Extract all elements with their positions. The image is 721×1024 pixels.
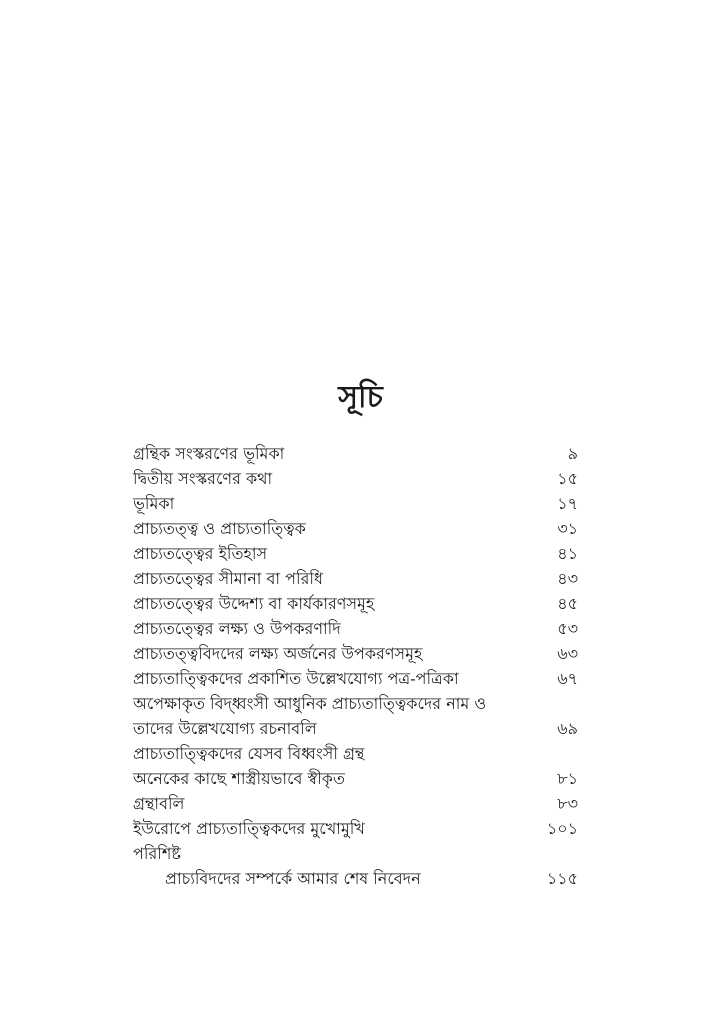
toc-entry-page-number: ৮১ bbox=[557, 769, 578, 788]
toc-entry-label: প্রাচ্যবিদদের সম্পর্কে আমার শেষ নিবেদন bbox=[165, 869, 421, 888]
toc-entry-page-number: ১৭ bbox=[557, 494, 578, 513]
toc-entry-label: গ্রন্থিক সংস্করণের ভূমিকা bbox=[133, 444, 285, 463]
toc-entry-label: প্রাচ্যতত্ত্ব ও প্রাচ্যতাত্ত্বিক bbox=[133, 519, 306, 538]
toc-entry-label: প্রাচ্যতত্ত্বের ইতিহাস bbox=[133, 544, 268, 563]
toc-entry-page-number: ৬৩ bbox=[557, 644, 578, 663]
toc-entry-label: দ্বিতীয় সংস্করণের কথা bbox=[133, 469, 273, 488]
toc-entry-page-number: ৯ bbox=[567, 444, 578, 463]
toc-entry-page-number: ৬৭ bbox=[557, 669, 578, 688]
toc-entry bbox=[133, 666, 578, 691]
toc-entry bbox=[133, 766, 578, 791]
toc-entry-page-number: ৪১ bbox=[557, 544, 578, 563]
toc-entry bbox=[133, 691, 578, 716]
toc-entry-page-number: ১০১ bbox=[546, 819, 578, 838]
toc-entry-label: প্রাচ্যতত্ত্ববিদদের লক্ষ্য অর্জনের উপকরণসমূহ bbox=[133, 644, 423, 663]
toc-entry-label: প্রাচ্যতত্ত্বের উদ্দেশ্য বা কার্যকারণসমূহ bbox=[133, 594, 375, 613]
toc-entry-page-number: ৩১ bbox=[557, 519, 578, 538]
toc-entry-label: ভূমিকা bbox=[133, 494, 175, 513]
toc-entry-label: প্রাচ্যতত্ত্বের সীমানা বা পরিধি bbox=[133, 569, 323, 588]
toc-entry-page-number: ৮৩ bbox=[557, 794, 578, 813]
toc-entry-label: অনেকের কাছে শাস্ত্রীয়ভাবে স্বীকৃত bbox=[133, 769, 346, 788]
toc-entry bbox=[133, 516, 578, 541]
toc-entry-label: অপেক্ষাকৃত বিদ্ধ্বংসী আধুনিক প্রাচ্যতাত্ত্বিকদের নাম ও bbox=[133, 694, 487, 713]
table-of-contents bbox=[133, 441, 578, 891]
toc-entry bbox=[133, 816, 578, 841]
toc-entry-page-number: ৪৩ bbox=[557, 569, 578, 588]
toc-entry bbox=[133, 866, 578, 891]
toc-entry bbox=[133, 716, 578, 741]
toc-entry bbox=[133, 791, 578, 816]
toc-entry-label: প্রাচ্যতাত্ত্বিকদের যেসব বিধ্বংসী গ্রন্থ bbox=[133, 744, 365, 763]
toc-entry-page-number: ১১৫ bbox=[546, 869, 578, 888]
toc-entry-label: তাদের উল্লেখযোগ্য রচনাবলি bbox=[133, 719, 317, 738]
toc-entry bbox=[133, 741, 578, 766]
toc-entry-page-number: ১৫ bbox=[557, 469, 578, 488]
toc-entry-page-number: ৫৩ bbox=[557, 619, 578, 638]
toc-entry bbox=[133, 841, 578, 866]
toc-entry-label: গ্রন্থাবলি bbox=[133, 794, 185, 813]
toc-entry bbox=[133, 491, 578, 516]
toc-entry bbox=[133, 566, 578, 591]
toc-entry bbox=[133, 641, 578, 666]
toc-entry bbox=[133, 466, 578, 491]
toc-entry-label: প্রাচ্যতাত্ত্বিকদের প্রকাশিত উল্লেখযোগ্য পত্র-পত্রিকা bbox=[133, 669, 459, 688]
toc-entry-page-number: ৪৫ bbox=[557, 594, 578, 613]
page-title: সূচি bbox=[338, 380, 383, 415]
toc-entry-label: ইউরোপে প্রাচ্যতাত্ত্বিকদের মুখোমুখি bbox=[133, 819, 365, 838]
toc-entry-label: পরিশিষ্ট bbox=[133, 844, 181, 863]
toc-entry-page-number: ৬৯ bbox=[557, 719, 578, 738]
toc-entry bbox=[133, 441, 578, 466]
toc-entry-label: প্রাচ্যতত্ত্বের লক্ষ্য ও উপকরণাদি bbox=[133, 619, 341, 638]
toc-entry bbox=[133, 616, 578, 641]
toc-entry bbox=[133, 591, 578, 616]
toc-entry bbox=[133, 541, 578, 566]
